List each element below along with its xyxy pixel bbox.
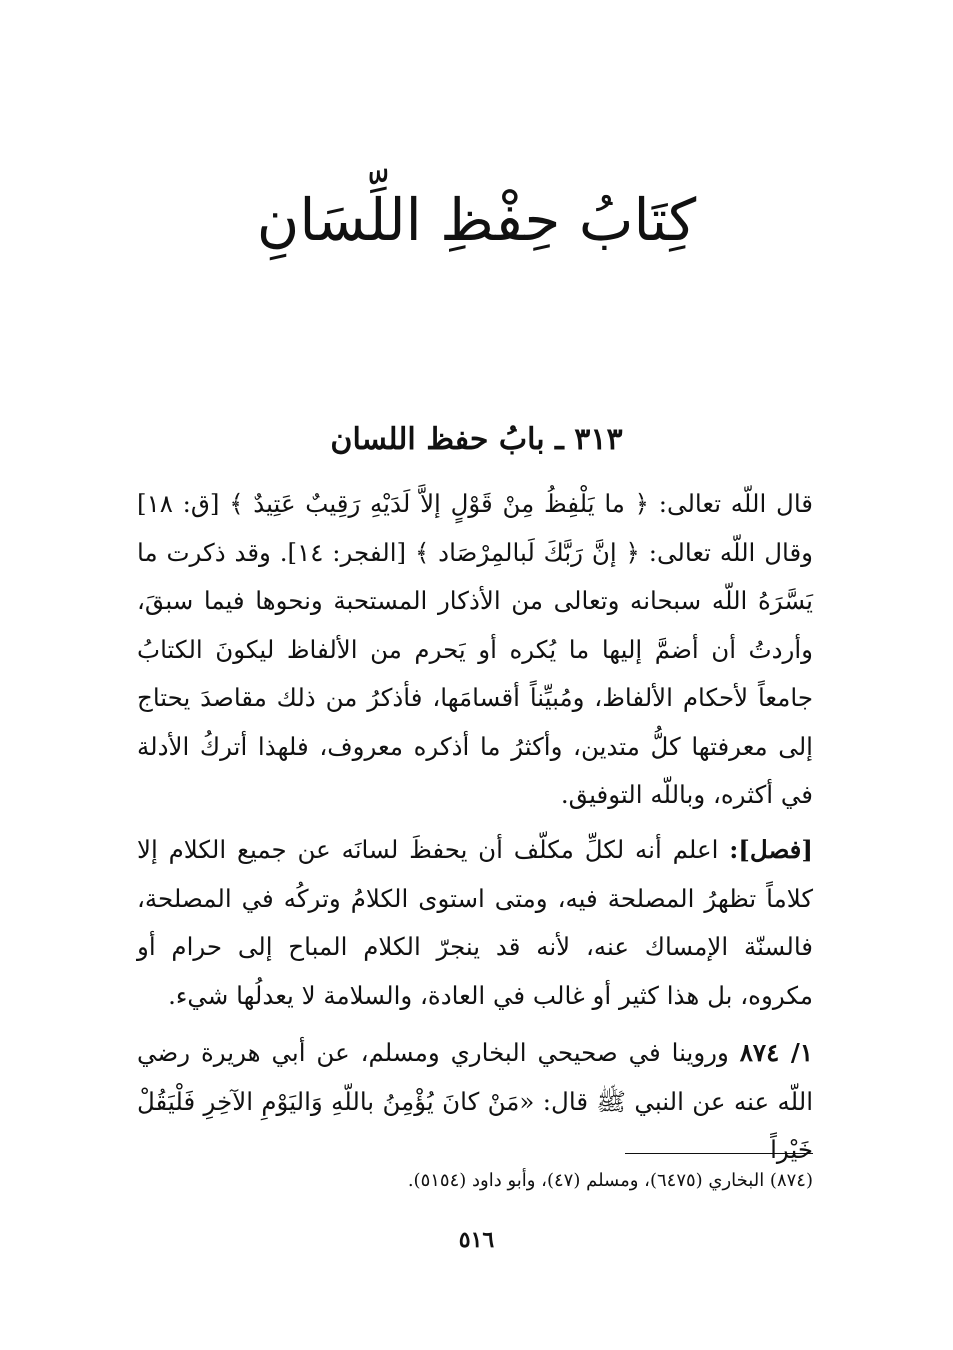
footnote: (٨٧٤) البخاري (٦٤٧٥)، ومسلم (٤٧)، وأبو داود (٥١٥٤). <box>407 1170 813 1191</box>
footnote-divider <box>625 1153 813 1154</box>
paragraph-section <box>137 826 813 1020</box>
section-text: اعلم أنه لكلِّ مكلّف أن يحفظَ لسانَه عن جميع الكلام إلا كلاماً تظهرُ المصلحة فيه، ومتى استوى الكلامُ وتركُه في المصلحة، فالسنّة الإمساك عنه، لأنه قد ينجرّ الكلام المباح إلى حرام أو مكروه، بل هذا كثير أو غالب في العادة، والسلامة لا يعدلُها شيء. <box>137 835 813 1010</box>
introduction-text: وقد ذكرت ما يَسَّرَهُ اللّه سبحانه وتعالى من الأذكار المستحبة ونحوها فيما سبقَ، وأردتُ أن أضمَّ إليها ما يُكره أو يَحرم من الألفاظ ليكونَ الكتابُ جامعاً لأحكام الألفاظ، ومُبيِّناً أقسامَها، فأذكرُ من ذلك مقاصدَ يحتاج إلى معرفتها كلُّ متدين، وأكثرُ ما أذكره معروف، فلهذا أتركُ الأدلة في أكثره، وباللّه التوفيق. <box>137 537 813 809</box>
quote-intro-1: قال اللّه تعالى: <box>649 489 813 518</box>
page-number: ٥١٦ <box>458 1227 495 1253</box>
book-title: كِتَابُ حِفْظِ اللِّسَانِ <box>256 186 697 254</box>
verse-reference-1: [ق: ١٨] <box>137 489 230 518</box>
hadith-text: وروينا في صحيحي البخاري ومسلم، عن أبي هريرة رضي اللّه عنه عن النبي ﷺ قال: «مَنْ كانَ يُؤْمِنُ باللّهِ وَاليَوْمِ الآخِرِ فَلْيَقُلْ خَيْراً <box>137 1038 813 1164</box>
quran-verse-2: ﴿ إنَّ رَبَّكَ لَبالمِرْصَاد ﴾ <box>414 537 640 567</box>
paragraph-introduction <box>137 480 813 820</box>
quran-verse-1: ﴿ ما يَلْفِظُ مِنْ قَوْلٍ إلاَّ لَدَيْهِ رَقِيبٌ عَتِيدٌ ﴾ <box>229 489 650 518</box>
section-label: [فصل]: <box>729 835 813 864</box>
quote-intro-2: وقال اللّه تعالى: <box>639 537 814 567</box>
hadith-number: ١/ ٨٧٤ <box>739 1038 813 1067</box>
verse-reference-2: [الفجر: ١٤]. <box>270 537 415 567</box>
chapter-heading: ٣١٣ ـ بابُ حفظ اللسان <box>330 422 623 457</box>
